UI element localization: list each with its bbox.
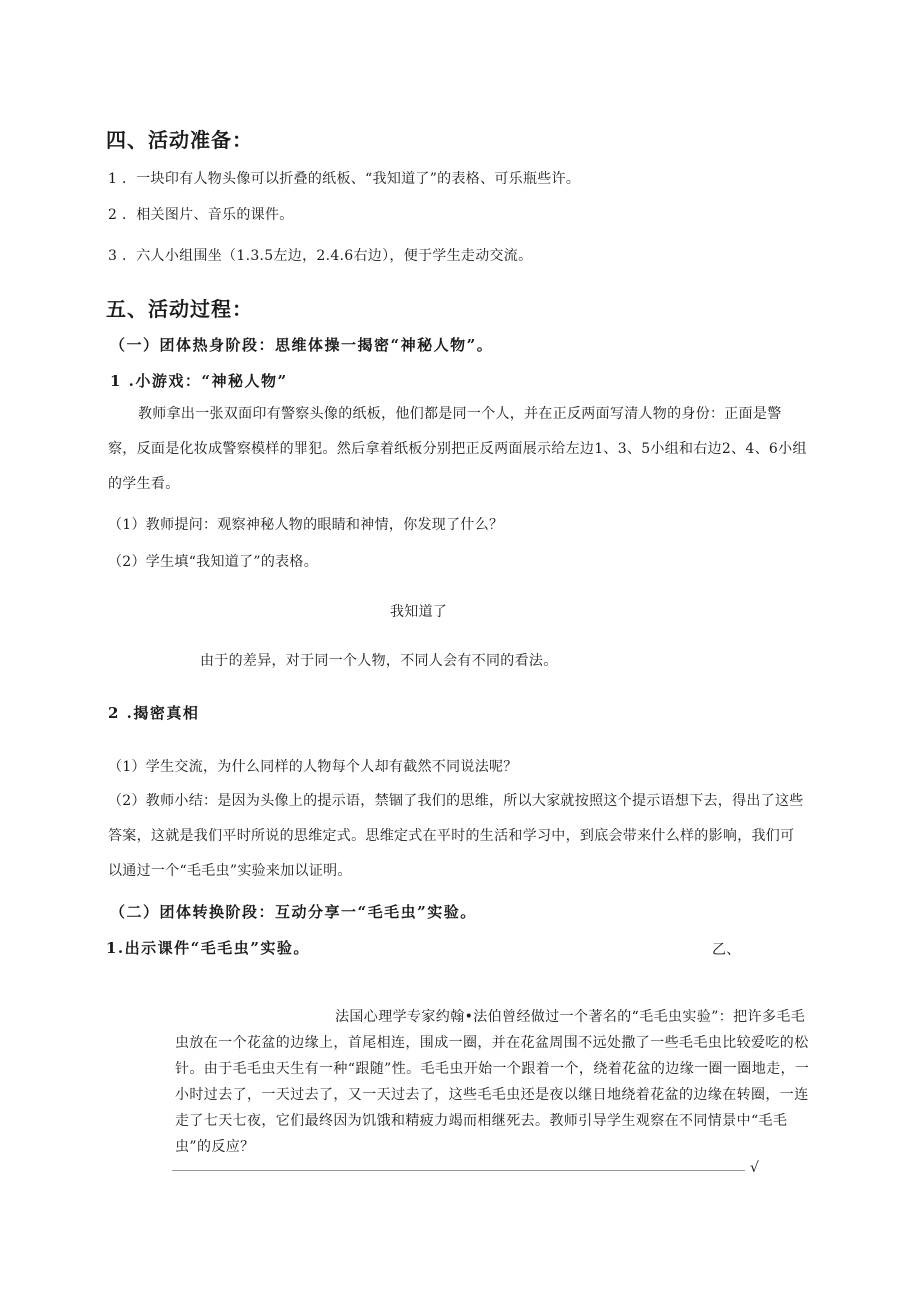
- reveal-heading: 2 .揭密真相: [108, 704, 200, 722]
- side-mark: 乙、: [712, 942, 741, 958]
- question-1: （1）教师提问：观察神秘人物的眼睛和神情，你发现了什么？: [108, 517, 504, 533]
- prep-item-1: 1 ．一块印有人物头像可以折叠的纸板、“我知道了”的表格、可乐瓶些许。: [108, 171, 581, 187]
- table-title: 我知道了: [390, 604, 448, 620]
- stage-2-heading: （二）团体转换阶段：互动分享一“毛毛虫”实验。: [110, 903, 477, 921]
- reveal-item-1: （1）学生交流，为什么同样的人物每个人却有截然不同说法呢？: [108, 759, 518, 775]
- underline-rule: [172, 1170, 745, 1171]
- section-4-heading: 四、活动准备：: [106, 128, 253, 152]
- section-5-heading: 五、活动过程：: [106, 297, 253, 321]
- game-1-paragraph: 教师拿出一张双面印有警察头像的纸板，他们都是同一个人，并在正反两面写清人物的身份：正面是警察，反面是化妆成警察模样的罪犯。然后拿着纸板分别把正反两面展示给左边1、3、5小组和右边2、4、6小组的学生看。: [108, 406, 807, 492]
- experiment-text-box: 法国心理学专家约翰•法伯曾经做过一个著名的“毛毛虫实验”：把许多毛毛虫放在一个花盆的边缘上，首尾相连，围成一圈，并在花盆周围不远处撒了一些毛毛虫比较爱吃的松针。由于毛毛虫天生有一种“跟随”性。毛毛虫开始一个跟着一个，绕着花盆的边缘一圈一圈地走，一小时过去了，一天过去了，又一天过去了，这些毛毛虫还是夜以继日地绕着花盆的边缘在转圈，一连走了七天七夜，它们最终因为饥饿和精疲力竭而相继死去。教师引导学生观察在不同情景中“毛毛虫”的反应？: [175, 1009, 810, 1155]
- prep-item-2: 2 ．相关图片、音乐的课件。: [108, 207, 294, 223]
- game-1-heading: 1 .小游戏：“神秘人物”: [110, 372, 288, 390]
- stage-1-heading: （一）团体热身阶段：思维体操一揭密“神秘人物”。: [110, 336, 494, 354]
- show-courseware-heading: 1.出示课件“毛毛虫”实验。: [106, 939, 310, 957]
- check-mark: √: [750, 1160, 760, 1176]
- table-text: 由于的差异，对于同一个人物，不同人会有不同的看法。: [200, 653, 558, 669]
- question-2: （2）学生填“我知道了”的表格。: [108, 554, 319, 570]
- reveal-item-2: （2）教师小结：是因为头像上的提示语，禁锢了我们的思维，所以大家就按照这个提示语想下去，得出了这些答案，这就是我们平时所说的思维定式。思维定式在平时的生活和学习中，到底会带来什么样的影响，我们可以通过一个“毛毛虫”实验来加以证明。: [108, 793, 804, 879]
- prep-item-3: 3 ．六人小组围坐（1.3.5左边，2.4.6右边），便于学生走动交流。: [108, 248, 533, 264]
